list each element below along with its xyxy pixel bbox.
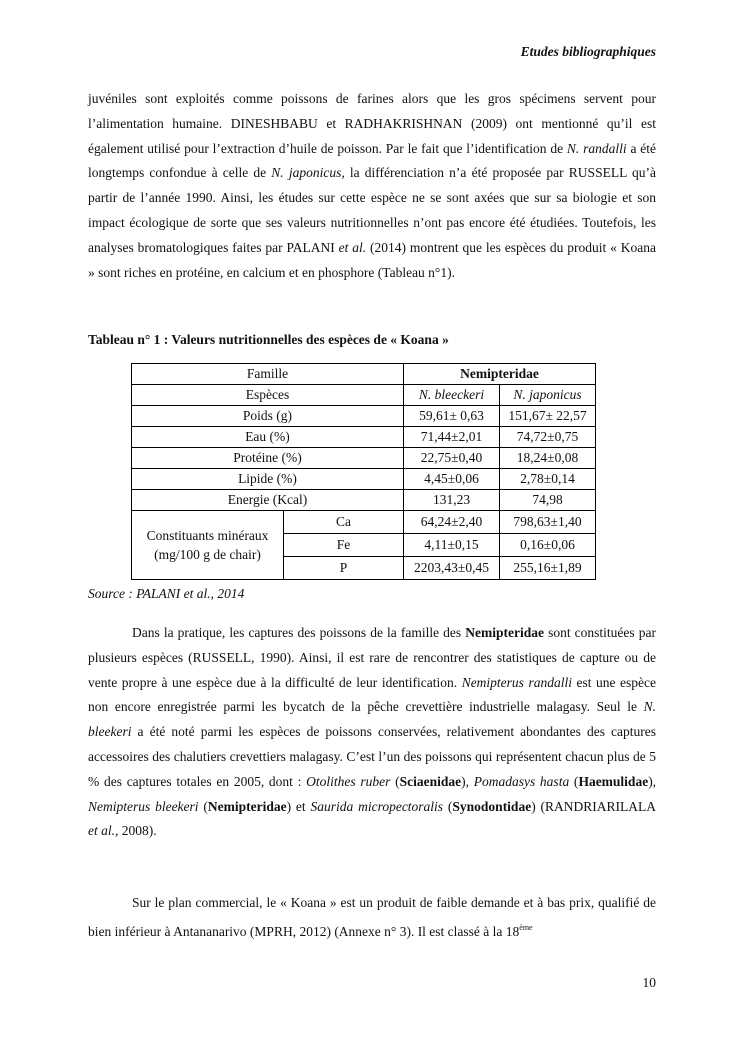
row-label: Energie (Kcal) bbox=[132, 490, 404, 511]
page-number: 10 bbox=[642, 975, 656, 990]
cell-value: 2203,43±0,45 bbox=[404, 557, 500, 580]
mineral-element: Ca bbox=[284, 511, 404, 534]
nutrition-table bbox=[131, 363, 596, 580]
mineral-element: P bbox=[284, 557, 404, 580]
cell-value: 0,16±0,06 bbox=[500, 534, 596, 557]
cell-value: 4,11±0,15 bbox=[404, 534, 500, 557]
table-caption: Tableau n° 1 : Valeurs nutritionnelles des espèces de « Koana » bbox=[88, 332, 449, 347]
cell-value: 22,75±0,40 bbox=[404, 448, 500, 469]
table-row bbox=[132, 469, 596, 490]
species-header: N. japonicus bbox=[500, 385, 596, 406]
cell-value: 59,61± 0,63 bbox=[404, 406, 500, 427]
species-name: N. randalli bbox=[566, 140, 627, 156]
cell-value: 151,67± 22,57 bbox=[500, 406, 596, 427]
running-header: Etudes bibliographiques bbox=[520, 44, 656, 59]
especes-label: Espèces bbox=[132, 385, 404, 406]
cell-value: 798,63±1,40 bbox=[500, 511, 596, 534]
cell-value: 74,72±0,75 bbox=[500, 427, 596, 448]
species-name: Nemipterus randalli bbox=[461, 674, 572, 690]
table-row bbox=[132, 490, 596, 511]
table-row bbox=[132, 364, 596, 385]
cell-value: 4,45±0,06 bbox=[404, 469, 500, 490]
cell-value: 18,24±0,08 bbox=[500, 448, 596, 469]
family-name: Synodontidae bbox=[452, 798, 532, 814]
table-row bbox=[132, 406, 596, 427]
species-name: Pomadasys hasta bbox=[473, 773, 570, 789]
row-label: Poids (g) bbox=[132, 406, 404, 427]
famille-label: Famille bbox=[132, 364, 404, 385]
family-name: Nemipteridae bbox=[207, 798, 287, 814]
table-source: Source : PALANI et al., 2014 bbox=[88, 586, 245, 601]
row-label: Lipide (%) bbox=[132, 469, 404, 490]
paragraph-captures: Dans la pratique, les captures des poissons de la famille des Nemipteridae sont constituées par plusieurs espèces (RUSSELL, 1990). Ainsi, il est rare de rencontrer des statistiques de capture ou de vente propre à une espèce due à la difficulté de leur identification. Nemipterus randalli est une espèce non encore enregistrée parmi les bycatch de la pêche crevettière industrielle malagasy. Seul le N. bleekeri a été noté parmi les espèces de poissons conservées, relativement abondantes des captures accessoires des chalutiers crevettiers malagasy. C’est l’un des poissons qui représentent chacun plus de 5 % des captures totales en 2005, dont : Otolithes ruber (Sciaenidae), Pomadasys hasta (Haemulidae), Nemipterus bleekeri (Nemipteridae) et Saurida micropectoralis (Synodontidae) (RANDRIARILALA et al., 2008). bbox=[88, 625, 657, 839]
table-row bbox=[132, 427, 596, 448]
species-name: Saurida micropectoralis bbox=[310, 798, 444, 814]
species-name: N. bleekeri bbox=[88, 699, 656, 740]
family-name: Haemulidae bbox=[578, 773, 649, 789]
famille-value: Nemipteridae bbox=[404, 364, 596, 385]
paragraph-commercial: Sur le plan commercial, le « Koana » est un produit de faible demande et à bas prix, qualifié de bien inférieur à Antananarivo (MPRH, 2012) (Annexe n° 3). Il est classé à la 18ème bbox=[88, 895, 656, 939]
family-name: Nemipteridae bbox=[465, 625, 544, 640]
cell-value: 255,16±1,89 bbox=[500, 557, 596, 580]
mineral-element: Fe bbox=[284, 534, 404, 557]
mineral-label: Constituants minéraux (mg/100 g de chair) bbox=[132, 511, 284, 580]
row-label: Eau (%) bbox=[132, 427, 404, 448]
species-name: Otolithes ruber bbox=[306, 773, 391, 789]
species-name: N. japonicus, bbox=[271, 165, 345, 181]
et-al: et al., bbox=[88, 823, 119, 839]
cell-value: 131,23 bbox=[404, 490, 500, 511]
table-row bbox=[132, 511, 596, 534]
cell-value: 74,98 bbox=[500, 490, 596, 511]
cell-value: 71,44±2,01 bbox=[404, 427, 500, 448]
cell-value: 2,78±0,14 bbox=[500, 469, 596, 490]
family-name: Sciaenidae bbox=[399, 773, 462, 789]
superscript: ème bbox=[519, 922, 533, 932]
et-al: et al. bbox=[338, 239, 367, 255]
paragraph-intro: juvéniles sont exploités comme poissons de farines alors que les gros spécimens servent pour l’alimentation humaine. DINESHBABU et RADHAKRISHNAN (2009) ont mentionné qu’il est également utilisé pour l’extraction d’huile de poisson. Par le fait que l’identification de N. randalli a été longtemps confondue à celle de N. japonicus, la différenciation n’a été proposée par RUSSELL qu’à partir de l’année 1990. Ainsi, les études sur cette espèce ne se sont axées que sur sa biologie et son impact écologique de sorte que ses valeurs nutritionnelles n’ont pas encore été étudiées. Toutefois, les analyses bromatologiques faites par PALANI et al. (2014) montrent que les espèces du produit « Koana » sont riches en protéine, en calcium et en phosphore (Tableau n°1). bbox=[88, 91, 657, 280]
species-name: Nemipterus bleekeri bbox=[88, 798, 199, 814]
cell-value: 64,24±2,40 bbox=[404, 511, 500, 534]
table-row bbox=[132, 385, 596, 406]
row-label: Protéine (%) bbox=[132, 448, 404, 469]
table-row bbox=[132, 448, 596, 469]
species-header: N. bleeckeri bbox=[404, 385, 500, 406]
